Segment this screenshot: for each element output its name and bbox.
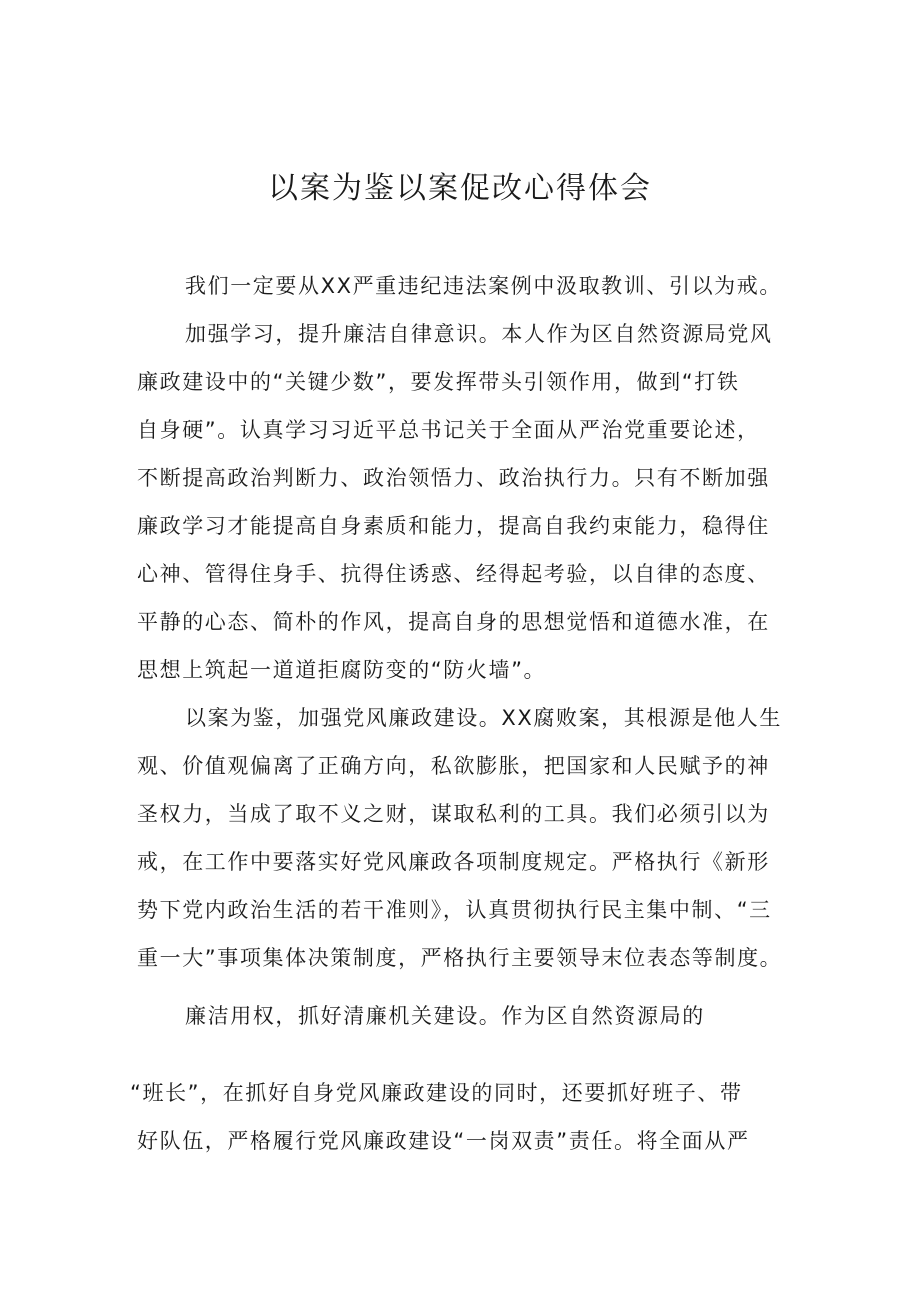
- body-line: 平静的心态、简朴的作风，提高自身的思想觉悟和道德水准，在: [137, 610, 770, 634]
- body-line: 戒，在工作中要落实好党风廉政各项制度规定。严格执行《新形: [137, 850, 770, 874]
- body-line: 以案为鉴，加强党风廉政建设。XX腐败案，其根源是他人生: [185, 706, 782, 730]
- body-line: 思想上筑起一道道拒腐防变的“防火墙”。: [137, 658, 547, 682]
- body-line: 不断提高政治判断力、政治领悟力、政治执行力。只有不断加强: [137, 466, 770, 490]
- body-line: “班长”，在抓好自身党风廉政建设的同时，还要抓好班子、带: [130, 1081, 743, 1105]
- body-line: 我们一定要从XX严重违纪违法案例中汲取教训、引以为戒。: [185, 274, 782, 298]
- body-line: 势下党内政治生活的若干准则》，认真贯彻执行民主集中制、“三: [137, 898, 772, 922]
- body-line: 观、价值观偏离了正确方向，私欲膨胀，把国家和人民赋予的神: [137, 754, 770, 778]
- body-line: 加强学习，提升廉洁自律意识。本人作为区自然资源局党风: [185, 322, 773, 346]
- body-line: 心神、管得住身手、抗得住诱惑、经得起考验，以自律的态度、: [137, 562, 770, 586]
- body-line: 廉政建设中的“关键少数”，要发挥带头引领作用，做到“打铁: [137, 370, 740, 394]
- document-title: 以案为鉴以案促改心得体会: [268, 171, 652, 206]
- body-line: 廉洁用权，抓好清廉机关建设。作为区自然资源局的: [185, 1004, 705, 1028]
- body-line: 好队伍，严格履行党风廉政建设“一岗双责”责任。将全面从严: [137, 1129, 750, 1153]
- body-line: 廉政学习才能提高自身素质和能力，提高自我约束能力，稳得住: [137, 514, 770, 538]
- body-line: 自身硬”。认真学习习近平总书记关于全面从严治党重要论述，: [137, 418, 760, 442]
- body-line: 圣权力，当成了取不义之财，谋取私利的工具。我们必须引以为: [137, 802, 770, 826]
- body-line: 重一大”事项集体决策制度，严格执行主要领导末位表态等制度。: [137, 946, 783, 970]
